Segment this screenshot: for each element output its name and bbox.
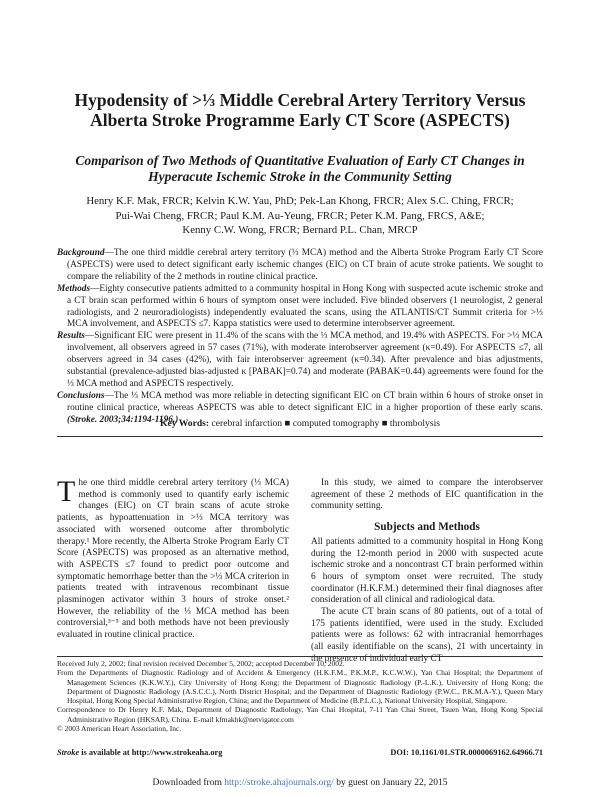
- abstract-results: [57, 331, 543, 391]
- download-link[interactable]: http://stroke.ahajournals.org/: [224, 778, 334, 788]
- author-line: Henry K.F. Mak, FRCR; Kelvin K.W. Yau, PhD; Pek-Lan Khong, FRCR; Alex S.C. Ching, FRCR;: [86, 195, 514, 207]
- abstract-label: Conclusions: [57, 390, 105, 401]
- section-heading: Subjects and Methods: [374, 521, 480, 534]
- divider: [57, 436, 543, 437]
- aim-paragraph: In this study, we aimed to compare the interobserver agreement of these 2 methods of EIC quantification in the community setting.: [311, 478, 543, 512]
- keywords-text: cerebral infarction ■ computed tomography ■ thrombolysis: [211, 418, 440, 429]
- divider: [57, 656, 543, 657]
- abstract-text: —The ⅓ MCA method was more reliable in detecting significant EIC on CT brain within 6 hours of stroke onset in routine clinical practice, whereas ASPECTS was able to detect significant EIC in a higher proportion of these early scans.: [67, 390, 543, 413]
- methods-paragraph: The acute CT brain scans of 80 patients, out of a total of 175 patients identified, were used in the study. Excluded patients were as follows: 62 with intracranial hemorrhages (all easily identifiable on the scans), 21 with uncertainty in the presence of individual early CT: [311, 607, 543, 664]
- keywords-label: Key Words:: [159, 418, 210, 429]
- intro-paragraph: [57, 475, 289, 642]
- author-line: Pui-Wai Cheng, FRCR; Paul K.M. Au-Yeung, FRCR; Peter K.M. Pang, FRCS, A&E;: [115, 209, 485, 222]
- footnote-received: Received July 2, 2002; final revision received December 5, 2002; accepted December 10, 2002.: [57, 659, 345, 668]
- author-list: [60, 194, 540, 238]
- download-suffix: by guest on January 22, 2015: [333, 778, 448, 788]
- intro-text: he one third middle cerebral artery territory (⅓ MCA) method is commonly used to quantify early ischemic changes (EIC) on CT brain scans of acute stroke patients, as hypoattenuation in >⅓ MCA territory was associated with worsened outcome after thrombolytic therapy.¹ More recently, the Alberta Stroke Program Early CT Score (ASPECTS) was proposed as an alternative method, with ASPECTS ≤7 found to predict poor outcome and symptomatic hemorrhage better than the >⅓ MCA criterion in patients treated with intravenous recombinant tissue plasminogen activator within 3 hours of stroke onset.² However, the reliability of the ⅓ MCA method has been controversial,³⁻⁵ and both methods have not been previously evaluated in routine clinical practice.: [57, 478, 289, 641]
- body-column-left: [57, 475, 289, 642]
- article-title: Hypodensity of >⅓ Middle Cerebral Artery Territory Versus Alberta Stroke Programme Early CT Score (ASPECTS): [74, 90, 526, 130]
- journal-name: Stroke: [57, 748, 80, 757]
- abstract-label: Results: [57, 331, 85, 342]
- journal-availability: [57, 748, 222, 757]
- footnote-affiliations: From the Departments of Diagnostic Radiology and of Accident & Emergency (H.K.F.M., P.K.M.P., K.C.W.W.), Yan Chai Hospital; the Department of Management Sciences (K.K.W.Y.), City University of Hong Kong; the Department of Diagnostic Radiology (P.-L.K.), University of Hong Kong; the Department of Diagnostic Radiology (A.S.C.C.), North District Hospital; and the Department of Diagnostic Radiology (P.W.C., P.K.M.A-Y.), Queen Mary Hospital, Hong Kong Special Administrative Region, China; and the Department of Medicine (B.P.L.C.), National University Hospital, Singapore.: [57, 668, 543, 706]
- footnotes: [57, 659, 543, 733]
- abstract: [57, 248, 543, 427]
- article-subtitle: Comparison of Two Methods of Quantitative Evaluation of Early CT Changes in Hyperacute Ischemic Stroke in the Community Setting: [75, 153, 525, 184]
- abstract-methods: [57, 284, 543, 332]
- download-notice: [0, 778, 600, 788]
- citation: (Stroke. 2003;34:1194-1196.): [67, 414, 179, 425]
- keywords: [57, 418, 543, 429]
- availability-text: is available at http://www.strokeaha.org: [79, 748, 223, 757]
- download-prefix: Downloaded from: [152, 778, 225, 788]
- abstract-background: [57, 248, 543, 284]
- doi: DOI: 10.1161/01.STR.0000069162.64966.71: [390, 748, 543, 757]
- abstract-label: Background: [57, 248, 105, 258]
- body-column-right: [311, 478, 543, 666]
- footnote-correspondence: Correspondence to Dr Henry K.F. Mak, Department of Diagnostic Radiology, Yan Chai Hospital, 7-11 Yan Chai Street, Tsuen Wan, Hong Kong Special Administrative Region (HKSAR), China. E-mail kfmakhk@netvigator.com: [57, 705, 543, 724]
- author-line: Kenny C.W. Wong, FRCR; Bernard P.L. Chan, MRCP: [182, 224, 418, 236]
- methods-paragraph: All patients admitted to a community hospital in Hong Kong during the 12-month period in 2000 with suspected acute ischemic stroke and a noncontrast CT brain performed within 6 hours of symptom onset were recruited. The study coordinator (H.K.F.M.) determined their final diagnoses after consideration of all clinical and radiological data.: [311, 536, 543, 606]
- abstract-text: —Significant EIC were present in 11.4% of the scans with the ⅓ MCA method, and 19.4% with ASPECTS. For >⅓ MCA involvement, all observers agreed in 57 cases (71%), with moderate interobserver agreement (κ=0.49). For ASPECTS ≤7, all observers agreed in 34 cases (42%), with fair interobserver agreement (κ=0.34). After prevalence and bias adjustments, substantial (prevalence-adjusted bias-adjusted κ [PABAK]=0.74) and moderate (PABAK=0.44) agreements were found for the ⅓ MCA method and ASPECTS respectively.: [67, 331, 543, 389]
- abstract-text: —Eighty consecutive patients admitted to a community hospital in Hong Kong with suspected acute ischemic stroke and a CT brain scan performed within 6 hours of symptom onset were included. Five blinded observers (1 neurologist, 2 general radiologists, and 2 neuroradiologists) independently evaluated the scans, using the ATLANTIS/CT Summit criteria for >⅓ MCA involvement, and ASPECTS ≤7. Kappa statistics were used to determine interobserver agreement.: [67, 283, 543, 330]
- abstract-label: Methods: [57, 283, 91, 294]
- abstract-text: —The one third middle cerebral artery territory (⅓ MCA) method and the Alberta Stroke Program Early CT Score (ASPECTS) were used to detect significant early ischemic changes (EIC) on CT brain of acute stroke patients. We sought to compare the reliability of the 2 methods in routine clinical practice.: [67, 248, 543, 282]
- footnote-copyright: © 2003 American Heart Association, Inc.: [57, 724, 182, 734]
- drop-cap: T: [57, 475, 76, 508]
